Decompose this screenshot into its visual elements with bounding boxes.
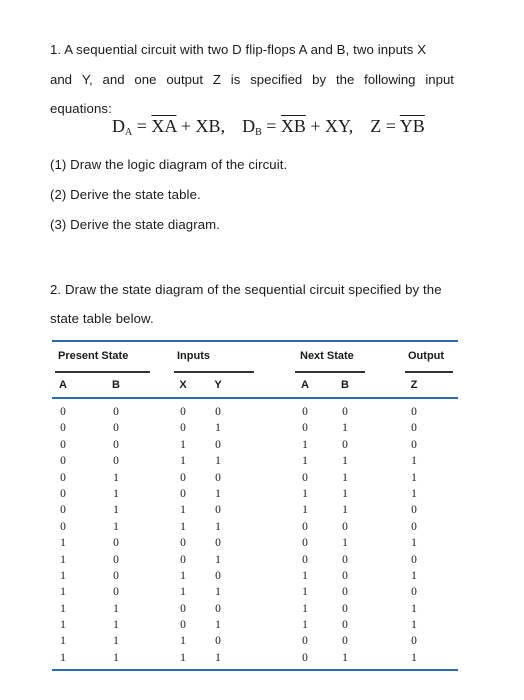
table-cell: 0 (113, 438, 119, 451)
table-cell: 1 (302, 569, 308, 582)
table-cell: 0 (342, 569, 348, 582)
z-overlined-term: $\overline{YB}$ (399, 116, 425, 136)
table-cell: 1 (180, 438, 186, 451)
col-header-next-a: A (301, 379, 309, 391)
table-cell: 1 (411, 569, 417, 582)
table-cell: 0 (302, 520, 308, 533)
inputs-underline (174, 371, 254, 373)
table-cell: 1 (180, 569, 186, 582)
table-cell: 0 (215, 602, 221, 615)
table-cell: 0 (60, 422, 66, 435)
table-cell: 0 (302, 537, 308, 550)
table-cell: 0 (215, 471, 221, 484)
table-cell: 0 (342, 619, 348, 632)
present-state-underline (55, 371, 150, 373)
table-cell: 1 (180, 586, 186, 599)
table-cell: 1 (215, 422, 221, 435)
q2-line-1: 2. Draw the state diagram of the sequential circuit specified by the (50, 282, 442, 297)
table-cell: 1 (302, 602, 308, 615)
z-label: Z = (370, 116, 400, 136)
table-cell: 1 (302, 438, 308, 451)
column-next-a (297, 404, 313, 666)
table-cell: 1 (60, 569, 66, 582)
col-header-z: Z (410, 379, 418, 391)
table-cell: 0 (342, 553, 348, 566)
q2-line-2: state table below. (50, 311, 154, 326)
table-cell: 1 (411, 602, 417, 615)
q1-line-2-word: specified (250, 72, 303, 87)
table-cell: 0 (180, 553, 186, 566)
table-cell: 0 (60, 455, 66, 468)
da-rest: + XB, (176, 116, 226, 136)
table-cell: 1 (215, 553, 221, 566)
col-header-a: A (59, 379, 67, 391)
column-y (210, 404, 226, 666)
table-cell: 0 (113, 455, 119, 468)
table-bottom-rule (52, 669, 458, 671)
q1-line-3: equations: (50, 101, 112, 116)
table-cell: 1 (113, 504, 119, 517)
table-cell: 0 (215, 537, 221, 550)
table-cell: 1 (215, 487, 221, 500)
table-cell: 1 (60, 586, 66, 599)
table-top-rule (52, 340, 458, 342)
table-cell: 1 (342, 651, 348, 664)
table-cell: 0 (302, 406, 308, 418)
table-cell: 0 (215, 569, 221, 582)
q1-line-2-word: input (425, 72, 454, 87)
table-cell: 0 (411, 504, 417, 517)
table-cell: 0 (180, 471, 186, 484)
table-cell: 0 (411, 422, 417, 435)
table-cell: 0 (215, 406, 221, 418)
table-cell: 1 (113, 487, 119, 500)
table-cell: 0 (113, 537, 119, 550)
table-cell: 1 (113, 635, 119, 648)
table-cell: 0 (60, 487, 66, 500)
table-cell: 1 (342, 422, 348, 435)
table-cell: 1 (411, 487, 417, 500)
table-cell: 0 (180, 537, 186, 550)
q1-line-2-word: output (166, 72, 203, 87)
header-inputs: Inputs (177, 350, 210, 362)
table-cell: 1 (302, 504, 308, 517)
table-cell: 0 (411, 438, 417, 451)
table-cell: 1 (60, 537, 66, 550)
header-next-state: Next State (300, 350, 354, 362)
table-cell: 0 (180, 619, 186, 632)
q1-line-2-word: by (312, 72, 327, 87)
table-cell: 0 (342, 438, 348, 451)
table-cell: 1 (411, 455, 417, 468)
db-label: D (242, 116, 256, 136)
table-cell: 1 (302, 619, 308, 632)
table-cell: 0 (302, 651, 308, 664)
col-header-next-b: B (341, 379, 349, 391)
q1-line-2-word: Z (212, 72, 221, 87)
table-cell: 1 (113, 619, 119, 632)
q1-item-3: (3) Derive the state diagram. (50, 217, 221, 232)
q1-line-2-word: the (335, 72, 355, 87)
table-cell: 0 (60, 438, 66, 451)
table-cell: 1 (411, 537, 417, 550)
table-cell: 1 (342, 471, 348, 484)
table-cell: 1 (180, 520, 186, 533)
q1-line-2-word: Y, (81, 72, 93, 87)
table-cell: 0 (180, 602, 186, 615)
table-header-rule (52, 397, 458, 399)
col-header-y: Y (214, 379, 222, 391)
table-cell: 1 (302, 455, 308, 468)
table-cell: 0 (60, 471, 66, 484)
table-cell: 1 (60, 553, 66, 566)
table-cell: 1 (215, 520, 221, 533)
q1-item-2: (2) Derive the state table. (50, 187, 201, 202)
table-cell: 1 (302, 586, 308, 599)
table-cell: 0 (342, 602, 348, 615)
table-cell: 0 (302, 553, 308, 566)
table-cell: 1 (180, 455, 186, 468)
table-cell: 0 (411, 586, 417, 599)
table-cell: 1 (215, 619, 221, 632)
output-underline (405, 371, 453, 373)
table-cell: 0 (342, 406, 348, 418)
table-cell: 0 (302, 422, 308, 435)
table-cell: 0 (113, 553, 119, 566)
q1-line-2 (50, 72, 454, 87)
column-x (175, 404, 191, 666)
header-output: Output (408, 350, 445, 362)
table-cell: 1 (60, 651, 66, 664)
table-cell: 1 (180, 635, 186, 648)
table-cell: 0 (113, 406, 119, 418)
db-rest: + XY, (305, 116, 354, 136)
da-overlined-term: $\overline{XA}$ (151, 116, 177, 136)
table-cell: 0 (180, 487, 186, 500)
table-cell: 0 (342, 586, 348, 599)
q1-line-2-word: is (230, 72, 241, 87)
db-subscript: B (255, 127, 262, 138)
column-a (55, 404, 71, 666)
table-cell: 1 (342, 487, 348, 500)
table-cell: 0 (342, 635, 348, 648)
table-cell: 0 (60, 520, 66, 533)
column-b (108, 404, 124, 666)
column-next-b (337, 404, 353, 666)
table-cell: 0 (411, 553, 417, 566)
q1-line-2-word: following (364, 72, 416, 87)
table-cell: 1 (302, 487, 308, 500)
table-cell: 1 (113, 520, 119, 533)
table-cell: 1 (113, 651, 119, 664)
table-cell: 1 (60, 602, 66, 615)
table-cell: 1 (180, 651, 186, 664)
q1-line-2-word: one (134, 72, 157, 87)
table-cell: 0 (180, 406, 186, 418)
col-header-b: B (112, 379, 120, 391)
table-cell: 1 (60, 619, 66, 632)
table-cell: 0 (342, 520, 348, 533)
table-cell: 0 (60, 504, 66, 517)
header-present-state: Present State (58, 350, 129, 362)
next-state-underline (295, 371, 365, 373)
table-cell: 0 (411, 520, 417, 533)
table-cell: 1 (342, 455, 348, 468)
q1-item-1: (1) Draw the logic diagram of the circuit. (50, 157, 288, 172)
table-cell: 0 (215, 438, 221, 451)
table-cell: 1 (215, 586, 221, 599)
column-z (406, 404, 422, 666)
table-cell: 1 (180, 504, 186, 517)
table-cell: 1 (342, 504, 348, 517)
q1-line-2-word: and (50, 72, 73, 87)
db-overlined-term: $\overline{XB}$ (280, 116, 306, 136)
table-cell: 1 (215, 651, 221, 664)
table-cell: 0 (180, 422, 186, 435)
table-cell: 0 (215, 635, 221, 648)
table-cell: 1 (215, 455, 221, 468)
table-cell: 1 (411, 471, 417, 484)
table-cell: 0 (411, 635, 417, 648)
table-cell: 0 (113, 586, 119, 599)
table-cell: 1 (342, 537, 348, 550)
input-equations: $D_A = \overline{XA}$ + XB, $D_B = \overline{XB}$ + XY, $Z = \overline{YB}$ (112, 116, 425, 138)
table-cell: 0 (113, 422, 119, 435)
table-cell: 0 (60, 406, 66, 418)
q1-line-2-word: and (102, 72, 125, 87)
table-cell: 0 (411, 406, 417, 418)
table-cell: 1 (113, 602, 119, 615)
table-cell: 1 (411, 651, 417, 664)
table-cell: 0 (302, 635, 308, 648)
table-cell: 0 (302, 471, 308, 484)
col-header-x: X (179, 379, 187, 391)
table-cell: 1 (113, 471, 119, 484)
da-label: D (112, 116, 125, 136)
q1-line-1: 1. A sequential circuit with two D flip-flops A and B, two inputs X (50, 42, 427, 57)
table-cell: 1 (411, 619, 417, 632)
table-cell: 0 (113, 569, 119, 582)
da-subscript: A (125, 127, 133, 138)
table-cell: 0 (215, 504, 221, 517)
table-cell: 1 (60, 635, 66, 648)
